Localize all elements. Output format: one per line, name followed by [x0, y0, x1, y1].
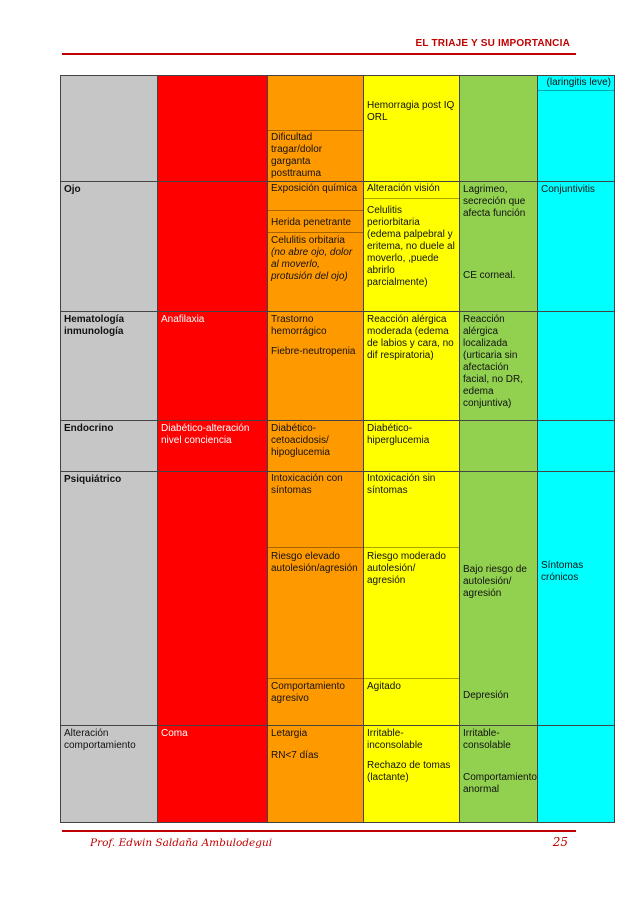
- cell-red: [158, 472, 268, 726]
- cell-category: [61, 312, 158, 421]
- cell-red: [158, 76, 268, 182]
- row-label: Hematología inmunología: [64, 314, 125, 337]
- cell-text: Depresión: [463, 690, 509, 701]
- cell-yellow: [364, 421, 460, 472]
- cell-text: Reacción alérgica localizada (urticaria sin afectación facial, no DR, edema conjuntiva): [463, 314, 524, 409]
- header-divider: [62, 53, 576, 55]
- cell-green: [460, 472, 538, 726]
- cell-text: Letargia: [271, 728, 308, 739]
- page-number: 25: [552, 835, 568, 849]
- cell-text: Irritable-inconsolable: [367, 728, 423, 751]
- table-row-hemato: [61, 312, 615, 421]
- cell-text: Comportamiento agresivo: [271, 681, 345, 704]
- cell-category-empty: [61, 76, 158, 182]
- cell-text: RN<7 días: [271, 750, 319, 761]
- cell-yellow: [364, 76, 460, 182]
- cell-red: [158, 726, 268, 823]
- cell-text: Intoxicación sin síntomas: [364, 472, 459, 548]
- cell-text-italic: (no abre ojo, dolor al moverlo, protusión del ojo): [271, 247, 353, 282]
- cell-yellow: [364, 472, 460, 726]
- cell-text: CE corneal.: [463, 270, 516, 281]
- cell-text: Irritable-consolable: [463, 728, 511, 751]
- row-label: Psiquiátrico: [64, 474, 122, 485]
- table-row-alteracion: [61, 726, 615, 823]
- cell-cyan: [538, 472, 615, 726]
- cell-text: (laringitis leve): [538, 76, 614, 91]
- cell-text: Celulitis periorbitaria (edema palpebral y eritema, no duele al moverlo, ,puede abrirlo parcialmente): [367, 205, 455, 288]
- footer-divider: [62, 830, 576, 832]
- cell-category: [61, 421, 158, 472]
- cell-text: Celulitis orbitaria: [271, 235, 345, 246]
- row-label: Ojo: [64, 184, 81, 195]
- cell-cyan: [538, 312, 615, 421]
- cell-spacer: [460, 472, 537, 551]
- cell-text: Rechazo de tomas (lactante): [367, 760, 451, 783]
- cell-text: Dificultad tragar/dolor garganta posttrauma: [268, 130, 363, 181]
- cell-green: [460, 76, 538, 182]
- cell-red: [158, 182, 268, 312]
- cell-text: Intoxicación con síntomas: [268, 472, 363, 548]
- cell-text: Herida penetrante: [268, 211, 363, 233]
- cell-red: [158, 421, 268, 472]
- cell-text: Bajo riesgo de autolesión/ agresión: [463, 564, 527, 599]
- cell-orange: [268, 312, 364, 421]
- table-row-ojo: [61, 182, 615, 312]
- cell-text: Coma: [161, 728, 188, 739]
- header-title: EL TRIAJE Y SU IMPORTANCIA: [415, 38, 570, 49]
- cell-category: [61, 726, 158, 823]
- cell-green: [460, 726, 538, 823]
- cell-text: Riesgo moderado autolesión/ agresión: [364, 548, 459, 679]
- cell-category: [61, 182, 158, 312]
- cell-orange: [268, 76, 364, 182]
- cell-text: Hemorragia post IQ ORL: [367, 100, 455, 123]
- cell-text: Síntomas crónicos: [541, 560, 584, 583]
- cell-text: Diabético-hiperglucemia: [367, 423, 430, 446]
- row-label: Alteración comportamiento: [64, 728, 136, 751]
- cell-yellow: [364, 726, 460, 823]
- cell-text: Diabético-alteración nivel conciencia: [161, 423, 250, 446]
- cell-category: [61, 472, 158, 726]
- row-label: Endocrino: [64, 423, 114, 434]
- cell-text-group: [268, 233, 363, 285]
- table-row-psiquiatrico: [61, 472, 615, 726]
- table-row-endocrino: [61, 421, 615, 472]
- cell-text: Reacción alérgica moderada (edema de labios y cara, no dif respiratoria): [367, 314, 454, 361]
- cell-cyan: [538, 421, 615, 472]
- cell-text: Trastorno hemorrágico: [271, 314, 327, 337]
- footer-author: Prof. Edwin Saldaña Ambulodegui: [90, 837, 273, 849]
- cell-orange: [268, 726, 364, 823]
- cell-green: [460, 421, 538, 472]
- cell-red: [158, 312, 268, 421]
- cell-cyan: [538, 726, 615, 823]
- cell-text: Alteración visión: [364, 182, 459, 199]
- cell-text: Agitado: [367, 681, 401, 692]
- cell-orange: [268, 421, 364, 472]
- cell-text: Fiebre-neutropenia: [271, 346, 356, 357]
- cell-orange: [268, 472, 364, 726]
- cell-text: Comportamiento anormal: [463, 772, 537, 795]
- cell-text: Conjuntivitis: [541, 184, 595, 195]
- cell-text: Exposición química: [268, 182, 363, 211]
- cell-yellow: [364, 182, 460, 312]
- cell-cyan: [538, 182, 615, 312]
- cell-green: [460, 312, 538, 421]
- table-row-top: [61, 76, 615, 182]
- cell-yellow: [364, 312, 460, 421]
- cell-text: Anafilaxia: [161, 314, 205, 325]
- triage-table: [60, 75, 615, 823]
- cell-text: Riesgo elevado autolesión/agresión: [268, 548, 363, 679]
- cell-cyan: [538, 76, 615, 182]
- cell-text: Lagrimeo, secreción que afecta función: [463, 184, 526, 219]
- cell-orange: [268, 182, 364, 312]
- cell-text: Diabético-cetoacidosis/ hipoglucemia: [271, 423, 330, 458]
- cell-green: [460, 182, 538, 312]
